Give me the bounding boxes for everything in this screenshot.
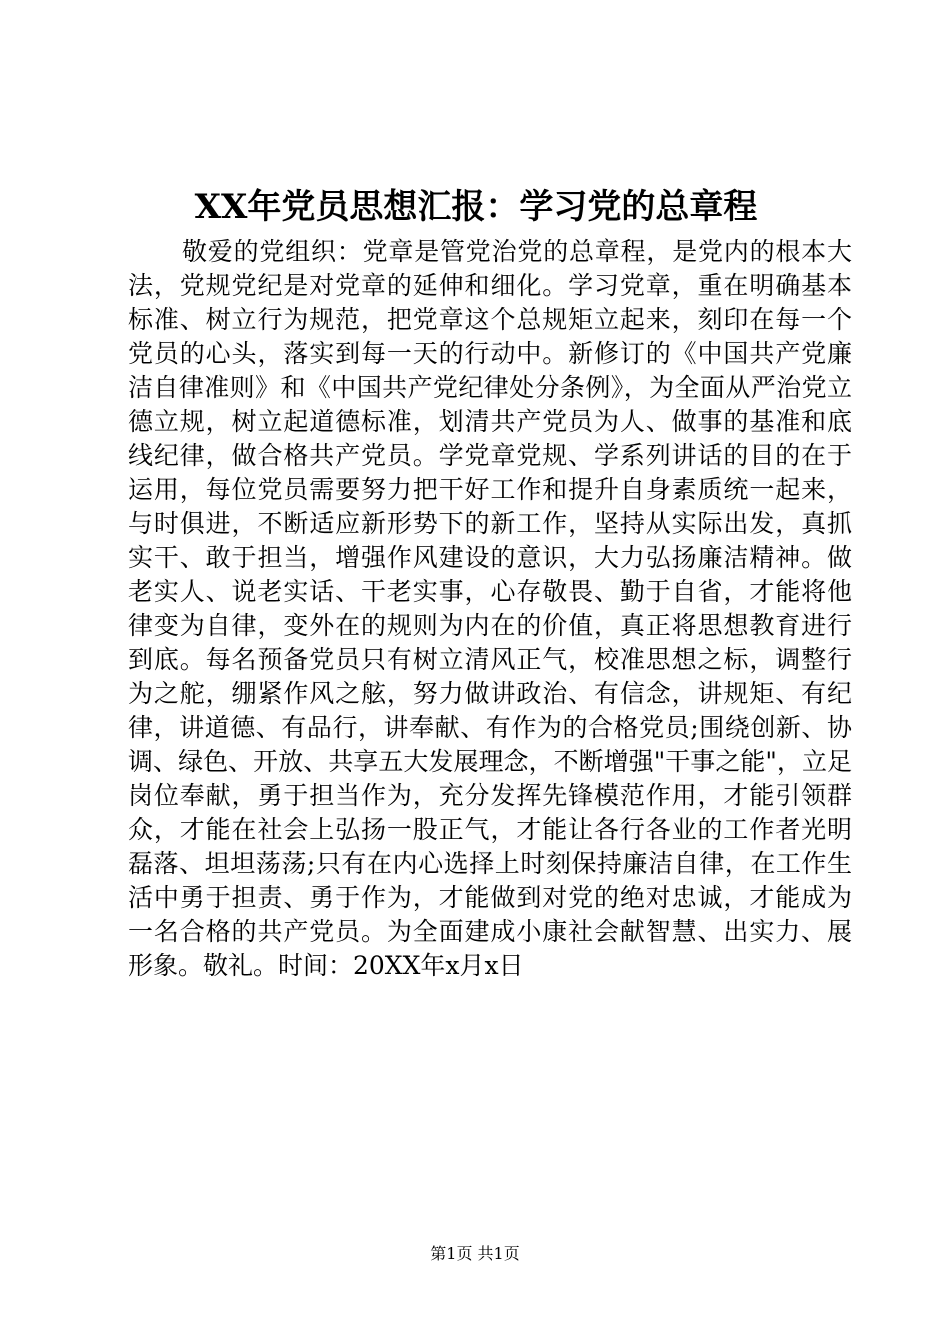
document-body: 敬爱的党组织：党章是管党治党的总章程，是党内的根本大法，党规党纪是对党章的延伸和细化。学习党章，重在明确基本标准、树立行为规范，把党章这个总规矩立起来，刻印在每一个党员的心头，落实到每一天的行动中。新修订的《中国共产党廉洁自律准则》和《中国共产党纪律处分条例》，为全面从严治党立德立规，树立起道德标准，划清共产党员为人、做事的基准和底线纪律，做合格共产党员。学党章党规、学系列讲话的目的在于运用，每位党员需要努力把干好工作和提升自身素质统一起来，与时俱进，不断适应新形势下的新工作，坚持从实际出发，真抓实干、敢于担当，增强作风建设的意识，大力弘扬廉洁精神。做老实人、说老实话、干老实事，心存敬畏、勤于自省，才能将他律变为自律，变外在的规则为内在的价值，真正将思想教育进行到底。每名预备党员只有树立清风正气，校准思想之标，调整行为之舵，绷紧作风之舷，努力做讲政治、有信念，讲规矩、有纪律，讲道德、有品行，讲奉献、有作为的合格党员;围绕创新、协调、绿色、开放、共享五大发展理念，不断增强"干事之能"，立足岗位奉献，勇于担当作为，充分发挥先锋模范作用，才能引领群众，才能在社会上弘扬一股正气，才能让各行各业的工作者光明磊落、坦坦荡荡;只有在内心选择上时刻保持廉洁自律，在工作生活中勇于担责、勇于作为，才能做到对党的绝对忠诚，才能成为一名合格的共产党员。为全面建成小康社会献智慧、出实力、展形象。敬礼。时间：20XX年x月x日 [128,237,852,980]
page-number-footer: 第1页 共1页 [430,1244,520,1263]
document-title: XX年党员思想汇报：学习党的总章程 [194,187,758,227]
